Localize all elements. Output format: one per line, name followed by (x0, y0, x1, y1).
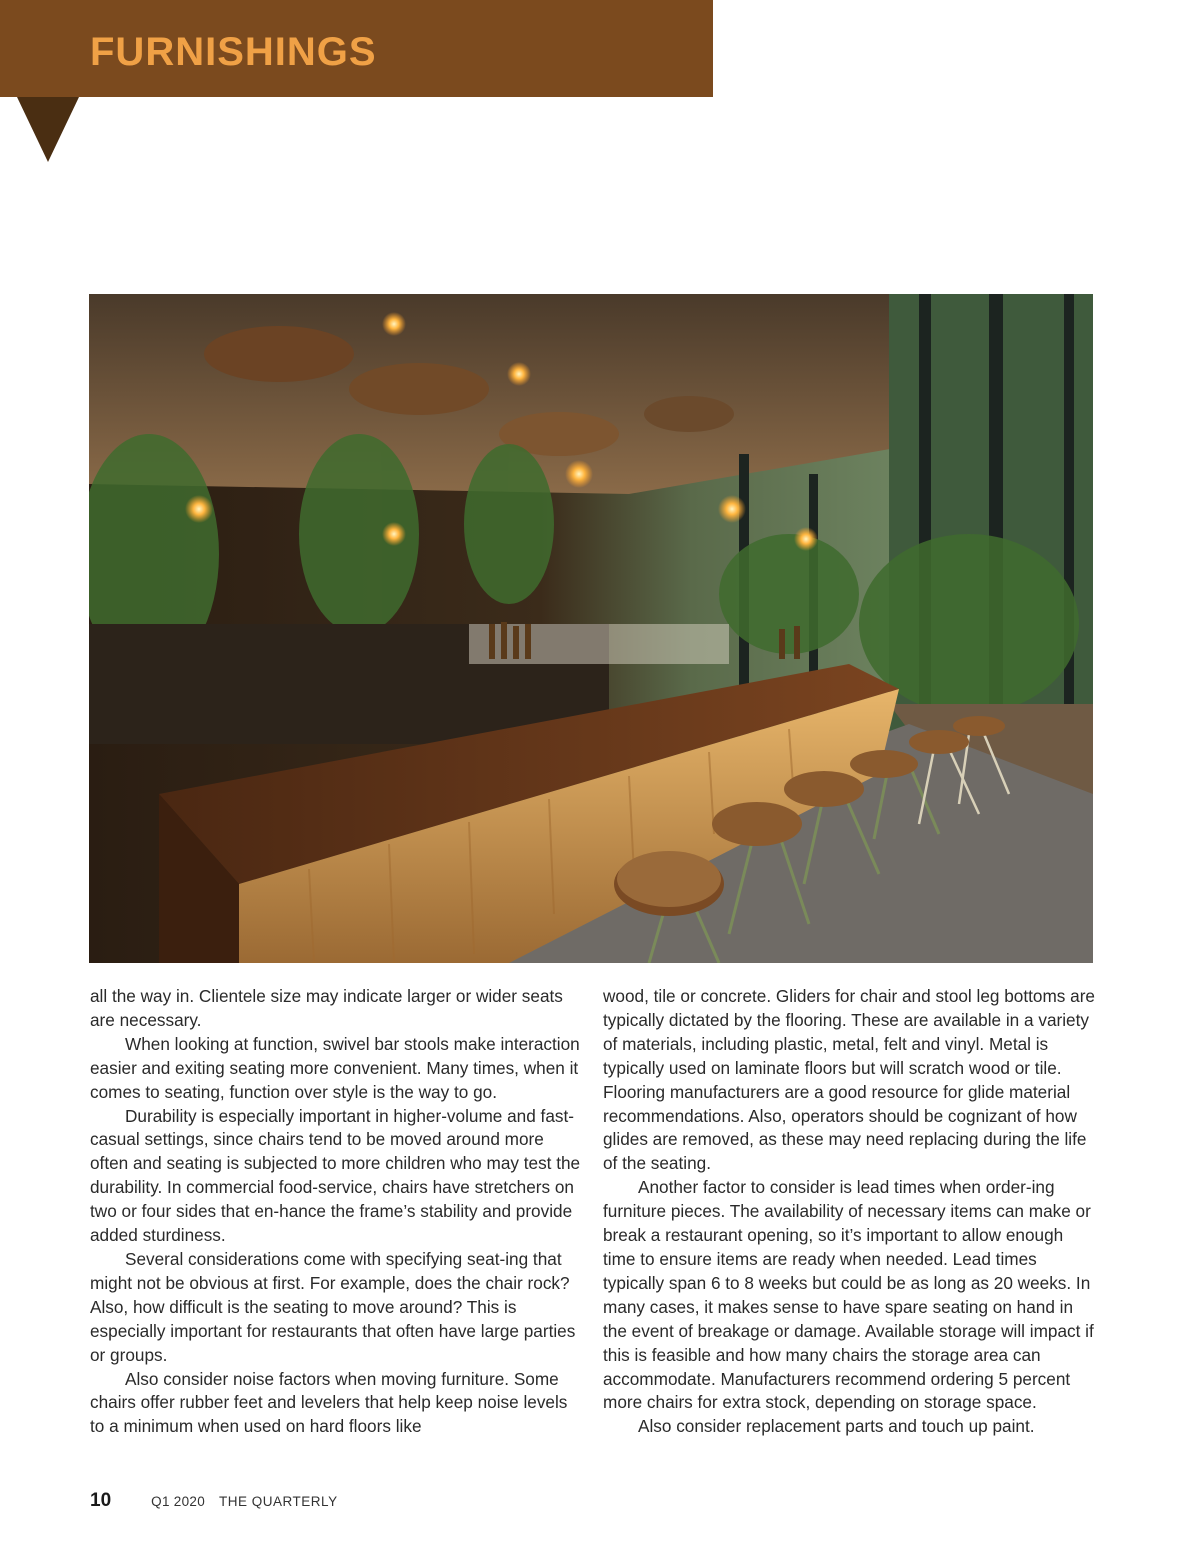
section-title: FURNISHINGS (90, 30, 377, 74)
paragraph: Durability is especially important in higher-volume and fast-casual settings, since chairs tend to be moved around more often and seating is subjected to more children who may test the durability. In commercial food-service, chairs have stretchers on two or four sides that en-hance the frame’s stability and provide added sturdiness. (90, 1105, 581, 1246)
banner-tab-triangle (17, 97, 79, 162)
paragraph: all the way in. Clientele size may indicate larger or wider seats are necessary. (90, 986, 563, 1030)
paragraph: Another factor to consider is lead times when order-ing furniture pieces. The availability of necessary items can make or break a restaurant opening, so it’s important to allow enough time to ensure items are ready when needed. Lead times typically span 6 to 8 weeks but could be as long as 20 weeks. In many cases, it makes sense to have spare seating on hand in the event of breakage or damage. Available storage will impact if this is feasible and how many chairs the storage area can accommodate. Manufacturers recommend ordering 5 percent more chairs for extra stock, depending on storage space. (603, 1177, 1094, 1413)
paragraph: Also consider noise factors when moving furniture. Some chairs offer rubber feet and levelers that help keep noise levels to a minimum when used on hard floors like (90, 1368, 568, 1437)
restaurant-bar-photo (89, 294, 1093, 963)
paragraph: Also consider replacement parts and touch up paint. (638, 1416, 1035, 1437)
article-right-column (603, 985, 1095, 1439)
photo-illustration (89, 294, 1093, 963)
paragraph: wood, tile or concrete. Gliders for chair and stool leg bottoms are typically dictated by the flooring. These are available in a variety of materials, including plastic, metal, felt and vinyl. Metal is typically used on laminate floors but will scratch wood or tile. Flooring manufacturers are a good resource for glide material recommendations. Also, operators should be cognizant of how glides are removed, as these may need replacing during the life of the seating. (603, 986, 1095, 1174)
issue-label: Q1 2020 (151, 1494, 206, 1509)
page-number: 10 (90, 1490, 112, 1511)
paragraph: Several considerations come with specifying seat-ing that might not be obvious at first. For example, does the chair rock? Also, how difficult is the seating to move around? This is especially important for restaurants that often have large parties or groups. (90, 1248, 576, 1365)
page-footer (90, 1490, 338, 1512)
article-left-column (90, 985, 582, 1439)
publication-name: THE QUARTERLY (219, 1494, 338, 1509)
paragraph: When looking at function, swivel bar stools make interaction easier and exiting seating more convenient. Many times, when it comes to seating, function over style is the way to go. (90, 1033, 580, 1102)
